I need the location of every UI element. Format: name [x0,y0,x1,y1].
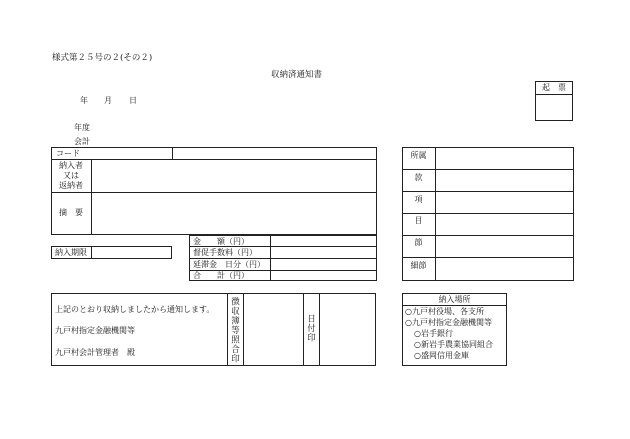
date-stamp-label: 日付印 [305,314,316,343]
notice-text-1: 上記のとおり収納しましたから通知します。 [55,305,215,314]
budget-label-4: 節 [414,238,423,247]
amount-label-2: 延滞金 日分（円） [193,260,265,269]
summary-label: 摘 要 [59,208,83,217]
code-label: コード [56,149,80,158]
budget-table [402,147,574,281]
notice-text-3: 九戸村会計管理者 殿 [55,348,135,357]
amount-label-1: 督促手数料（円） [193,248,257,257]
account-label: 会計 [74,137,90,146]
collation-label: 徴収簿等照合印 [229,297,240,364]
payment-place-item-1: ○九戸村指定金融機関等 [405,318,492,327]
budget-label-0: 所属 [410,151,427,160]
form-number: 様式第２５号の２(その２) [52,53,153,63]
payer-label-3: 返納者 [59,181,83,190]
date-month: 月 [104,96,112,105]
amount-label-3: 合 計（円） [193,271,249,280]
fiscal-year-label: 年度 [74,123,90,132]
date-year: 年 [80,96,88,105]
budget-label-5: 細節 [410,261,427,270]
notice-text-2: 九戸村指定金融機関等 [55,326,135,335]
payment-place-title: 納入場所 [438,295,471,304]
amount-label-0: 金 額（円） [193,237,249,246]
deadline-label: 納入期限 [55,248,87,257]
payer-label-2: 又は [63,171,79,180]
main-info-table [51,147,377,235]
kihyo-label: 起 票 [542,83,566,92]
payer-label-1: 納入者 [59,161,83,170]
form-title: 収納済通知書 [271,70,323,80]
payment-place-item-4: ○盛岡信用金庫 [414,351,469,360]
budget-label-3: 目 [414,216,423,225]
payment-place-item-0: ○九戸村役場、各支所 [405,307,484,316]
budget-label-1: 款 [414,173,423,182]
payment-place-item-2: ○岩手銀行 [414,329,453,338]
date-day: 日 [129,96,137,105]
payment-place-item-3: ○新岩手農業協同組合 [414,340,493,349]
budget-label-2: 項 [414,195,423,204]
